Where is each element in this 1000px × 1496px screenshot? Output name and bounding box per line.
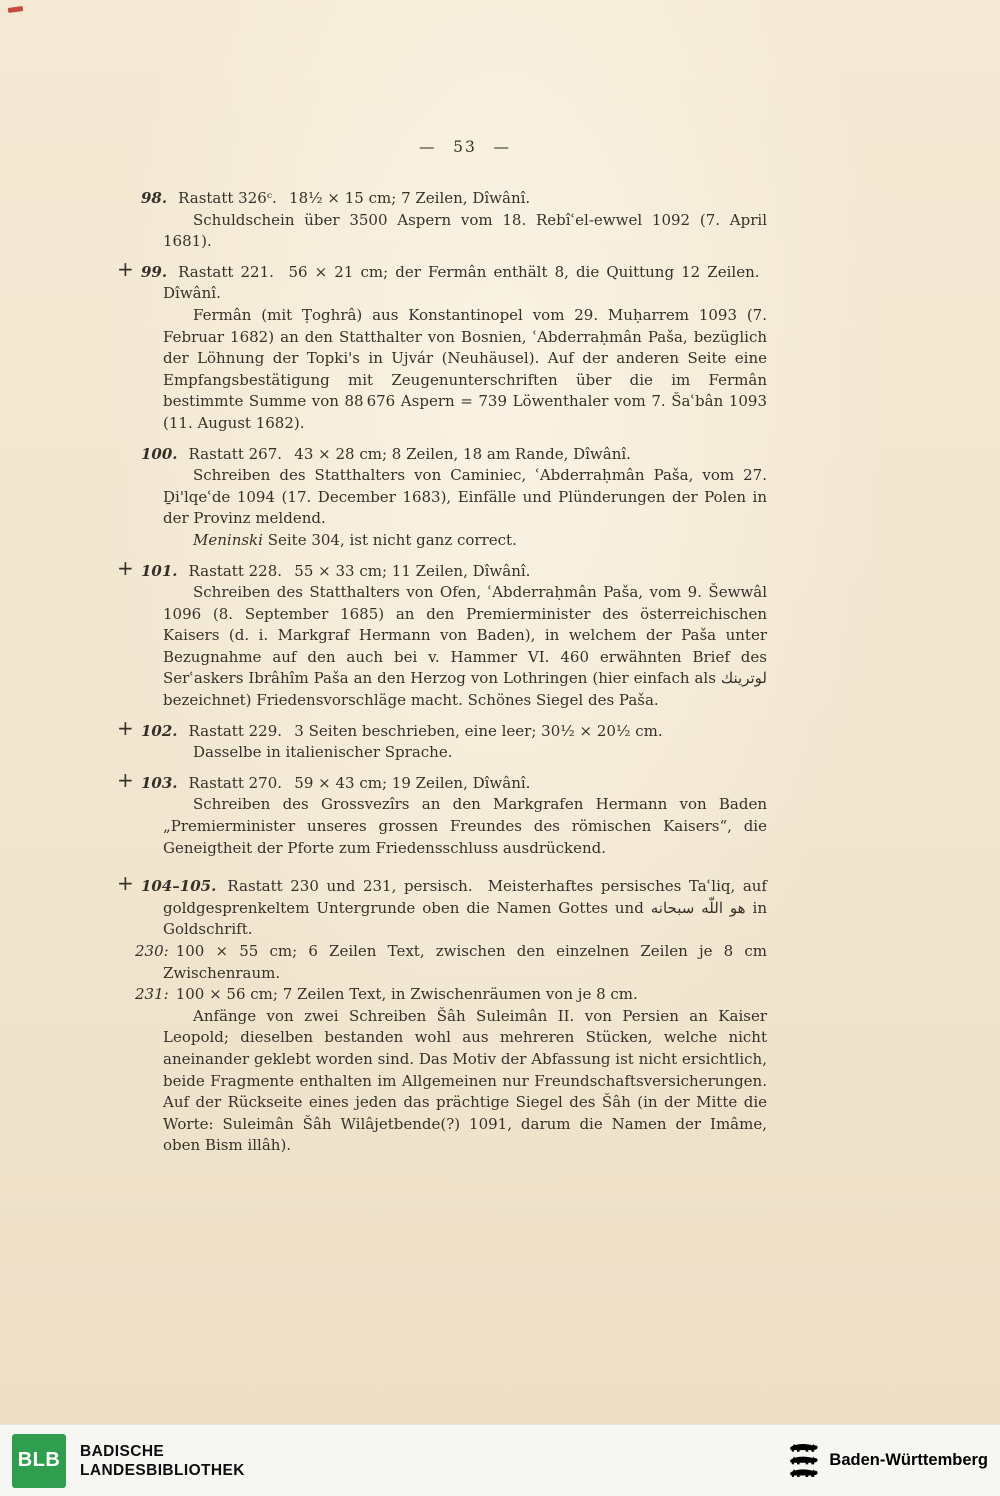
entry-head — [141, 561, 767, 583]
catalog-entry-100 — [141, 444, 767, 552]
entry-paragraph: Schreiben des Grossvezîrs an den Markgrafen Hermann von Baden „Premierminister unseres grossen Freundes des römischen Kaisers“, die Geneigtheit der Pforte zum Friedensschluss ausdrückend. — [163, 795, 767, 857]
coat-of-arms-icon — [788, 1442, 820, 1480]
scan-corner-mark — [8, 6, 24, 13]
entry-paragraph: Schreiben des Statthalters von Ofen, ʿAbderraḥmân Paša, vom 9. Šewwâl 1096 (8. September 1685) an den Premierminister des österreichischen Kaisers (d. i. Markgraf Hermann von Baden), in welchem der Paša unter Bezugnahme auf den auch bei v. Hammer VI. 460 erwähnten Brief des Serʿaskers Ibrâhîm Paša an den Herzog von Lothringen (hier einfach als لوترينك bezeichnet) Friedensvorschläge macht. Schönes Siegel des Paša. — [163, 583, 767, 710]
entry-paragraph: Schreiben des Statthalters von Caminiec, ʿAbderraḥmân Paša, vom 27. Ḏi'lqeʿde 1094 (17. December 1683), Einfälle und Plünderungen der Polen in der Provinz meldend. — [163, 466, 767, 528]
entry-subitem-230 — [135, 941, 767, 984]
blb-logo-badge: BLB — [12, 1434, 66, 1488]
blb-library-name — [80, 1442, 245, 1480]
entry-number: 104–105. — [141, 877, 217, 896]
entry-paragraph: Anfänge von zwei Schreiben Šâh Suleimân II. von Persien an Kaiser Leopold; dieselben bestanden wohl aus mehreren Stücken, welche nicht aneinander geklebt worden sind. Das Motiv der Abfassung ist nicht ersichtlich, beide Fragmente enthalten im Allgemeinen nur Freundschaftsversicherungen. Auf der Rückseite eines jeden das prächtige Siegel des Šâh (in der Mitte die Worte: Suleimân Šâh Wilâjetbende(?) 1091, darum die Namen der Imâme, oben Bism illâh). — [163, 1006, 767, 1155]
catalog-text-block — [117, 0, 767, 1157]
catalog-entry-104-105 — [117, 871, 767, 1157]
blb-library-name-line2: LANDESBIBLIOTHEK — [80, 1461, 245, 1479]
entry-head-text: Rastatt 326ᶜ. 18¹⁄₂ × 15 cm; 7 Zeilen, Dîwânî. — [178, 189, 531, 207]
page-number: — 53 — — [418, 138, 512, 156]
entry-number: 102. — [141, 721, 178, 740]
margin-plus-mark: + — [117, 715, 134, 740]
catalog-entry-103 — [117, 767, 767, 859]
entry-head — [141, 773, 767, 795]
catalog-entry-101 — [117, 555, 767, 712]
entry-head — [141, 721, 767, 743]
entry-head-text: Rastatt 228. 55 × 33 cm; 11 Zeilen, Dîwânî. — [188, 561, 531, 580]
entry-note — [163, 530, 767, 552]
entry-number: 103. — [141, 773, 178, 792]
entry-paragraph: Fermân (mit Ṭoghrâ) aus Konstantinopel vom 29. Muḥarrem 1093 (7. Februar 1682) an den Statthalter von Bosnien, ʿAbderraḥmân Paša, bezüglich der Löhnung der Topki's in Ujvár (Neuhäusel). Auf der anderen Seite eine Empfangsbestätigung mit Zeugenunterschriften über die im Fermân bestimmte Summe von 88 676 Aspern = 739 Löwenthaler vom 7. Šaʿbân 1093 (11. August 1682). — [163, 305, 767, 432]
entry-head-text: Rastatt 221. 56 × 21 cm; der Fermân enthält 8, die Quittung 12 Zeilen. Dîwânî. — [163, 262, 767, 303]
blb-logo-link[interactable] — [12, 1434, 245, 1488]
entry-note-text: Seite 304, ist nicht ganz correct. — [262, 530, 517, 549]
subitem-text: 100 × 56 cm; 7 Zeilen Text, in Zwischenräumen von je 8 cm. — [175, 985, 638, 1004]
entry-number: 98. — [141, 189, 168, 207]
entry-paragraph: Schuldschein über 3500 Aspern vom 18. Rebîʿel-ewwel 1092 (7. April 1681). — [163, 210, 767, 251]
entry-head — [141, 262, 767, 305]
subitem-number: 230: — [135, 942, 169, 960]
entry-note-source: Meninski — [193, 530, 263, 549]
entry-number: 99. — [141, 262, 168, 281]
entry-number: 101. — [141, 561, 178, 580]
entry-head — [141, 876, 767, 941]
subitem-number: 231: — [135, 985, 169, 1004]
margin-plus-mark: + — [117, 871, 134, 896]
entry-head-text: Rastatt 267. 43 × 28 cm; 8 Zeilen, 18 am Rande, Dîwânî. — [188, 444, 631, 463]
baden-wuerttemberg-logo-link[interactable] — [788, 1442, 988, 1480]
entry-head — [141, 188, 767, 210]
library-footer-bar — [0, 1424, 1000, 1496]
entry-paragraph: Dasselbe in italienischer Sprache. — [193, 743, 453, 762]
entry-subitem-231 — [135, 984, 767, 1006]
entry-number: 100. — [141, 444, 178, 463]
margin-plus-mark: + — [117, 256, 134, 281]
subitem-text: 100 × 55 cm; 6 Zeilen Text, zwischen den einzelnen Zeilen je 8 cm Zwischenraum. — [163, 942, 767, 982]
entry-head-text: Rastatt 229. 3 Seiten beschrieben, eine leer; 30¹⁄₂ × 20¹⁄₂ cm. — [188, 721, 663, 740]
region-label: Baden-Württemberg — [829, 1451, 988, 1469]
catalog-entry-99 — [117, 256, 767, 435]
catalog-entry-98 — [141, 188, 767, 253]
margin-plus-mark: + — [117, 767, 134, 792]
entry-head — [141, 444, 767, 466]
entry-head-text: Rastatt 230 und 231, persisch. Meisterhaftes persisches Taʿliq, auf goldgesprenkeltem Untergrunde oben die Namen Gottes und هو اللّه سبحانه in Goldschrift. — [163, 877, 767, 939]
catalog-entry-102 — [117, 715, 767, 764]
blb-library-name-line1: BADISCHE — [80, 1442, 165, 1460]
entry-head-text: Rastatt 270. 59 × 43 cm; 19 Zeilen, Dîwânî. — [188, 773, 531, 792]
margin-plus-mark: + — [117, 555, 134, 580]
